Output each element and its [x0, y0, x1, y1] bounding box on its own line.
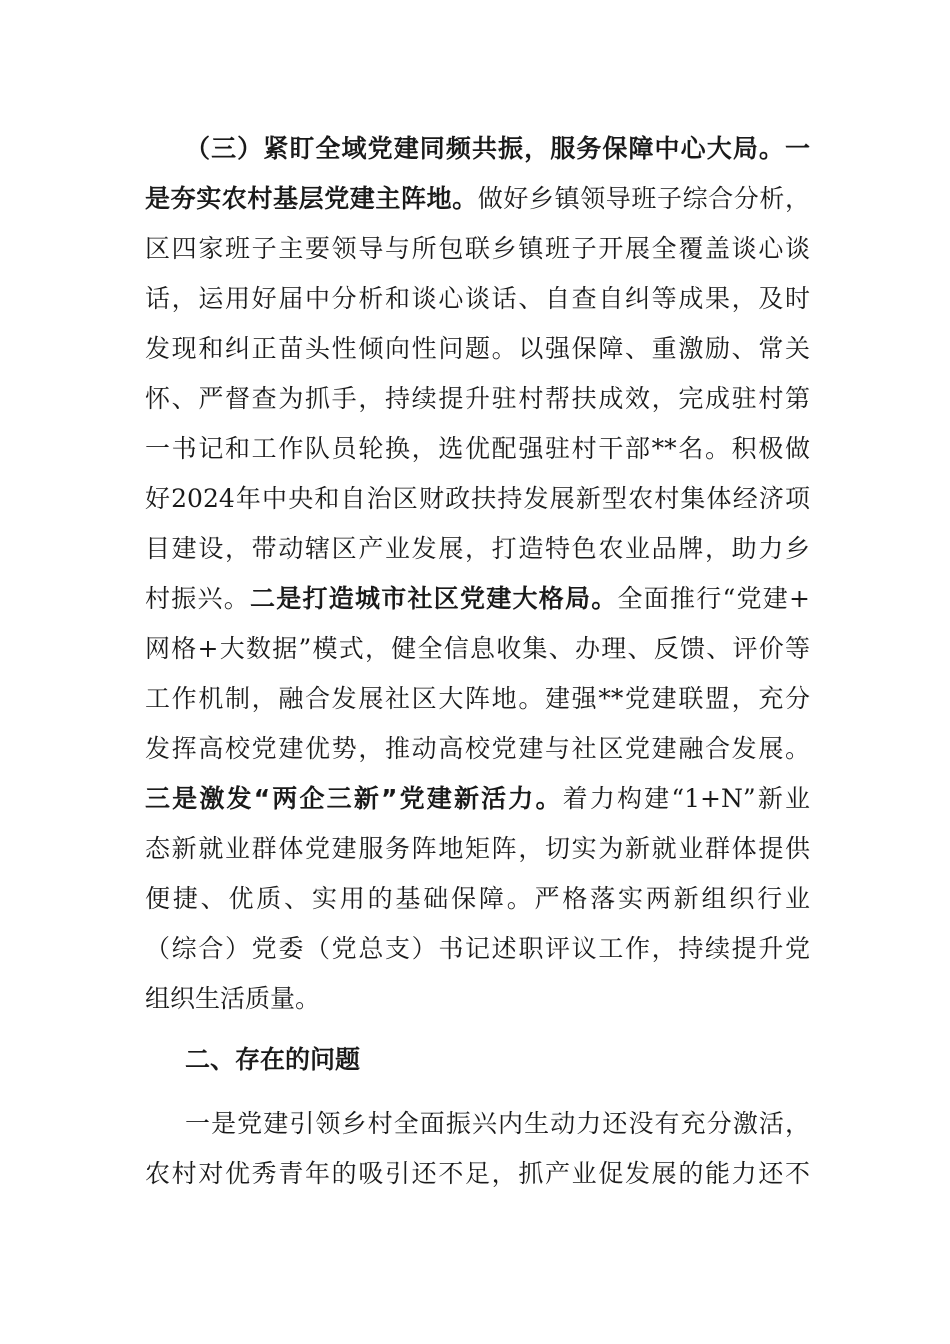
body-text: 着力构建“1+N”新业: [562, 784, 810, 813]
section-heading-text: 二、存在的问题: [185, 1045, 361, 1074]
paragraph-line: 好2024年中央和自治区财政扶持发展新型农村集体经济项: [145, 484, 810, 513]
body-text: 村振兴。: [145, 584, 250, 613]
paragraph-line: 发挥高校党建优势，推动高校党建与社区党建融合发展。: [145, 734, 810, 763]
item-title: 是夯实农村基层党建主阵地。: [145, 184, 478, 213]
paragraph-line: （综合）党委（党总支）书记述职评议工作，持续提升党: [145, 934, 810, 963]
item-title: 二是打造城市社区党建大格局。: [250, 584, 618, 613]
paragraph-line: 区四家班子主要领导与所包联乡镇班子开展全覆盖谈心谈: [145, 234, 810, 263]
section-heading-text: （三）紧盯全域党建同频共振，服务保障中心大局。一: [185, 134, 810, 163]
body-text: 做好乡镇领导班子综合分析，: [477, 184, 810, 213]
paragraph-line: 农村对优秀青年的吸引还不足，抓产业促发展的能力还不: [145, 1159, 810, 1188]
paragraph-line: [145, 179, 810, 219]
item-title: 三是激发“两企三新”党建新活力。: [145, 784, 563, 813]
paragraph-line: [145, 579, 810, 619]
paragraph-line: 网格+大数据”模式，健全信息收集、办理、反馈、评价等: [145, 634, 810, 663]
paragraph-line: 发现和纠正苗头性倾向性问题。以强保障、重激励、常关: [145, 334, 810, 363]
paragraph-line: 话，运用好届中分析和谈心谈话、自查自纠等成果，及时: [145, 284, 810, 313]
paragraph-line: 组织生活质量。: [145, 984, 321, 1013]
paragraph-line: 目建设，带动辖区产业发展，打造特色农业品牌，助力乡: [145, 534, 810, 563]
paragraph-line: 怀、严督查为抓手，持续提升驻村帮扶成效，完成驻村第: [145, 384, 810, 413]
paragraph-line: 一是党建引领乡村全面振兴内生动力还没有充分激活，: [185, 1109, 810, 1138]
section-heading: [185, 1040, 810, 1080]
paragraph-line: 态新就业群体党建服务阵地矩阵，切实为新就业群体提供: [145, 834, 810, 863]
paragraph-line: 工作机制，融合发展社区大阵地。建强**党建联盟，充分: [145, 684, 810, 713]
paragraph-line: 便捷、优质、实用的基础保障。严格落实两新组织行业: [145, 884, 810, 913]
paragraph-line: 一书记和工作队员轮换，选优配强驻村干部**名。积极做: [145, 434, 810, 463]
paragraph-line: [145, 779, 810, 819]
body-text: 全面推行“党建+: [617, 584, 810, 613]
section-heading: [185, 129, 810, 169]
